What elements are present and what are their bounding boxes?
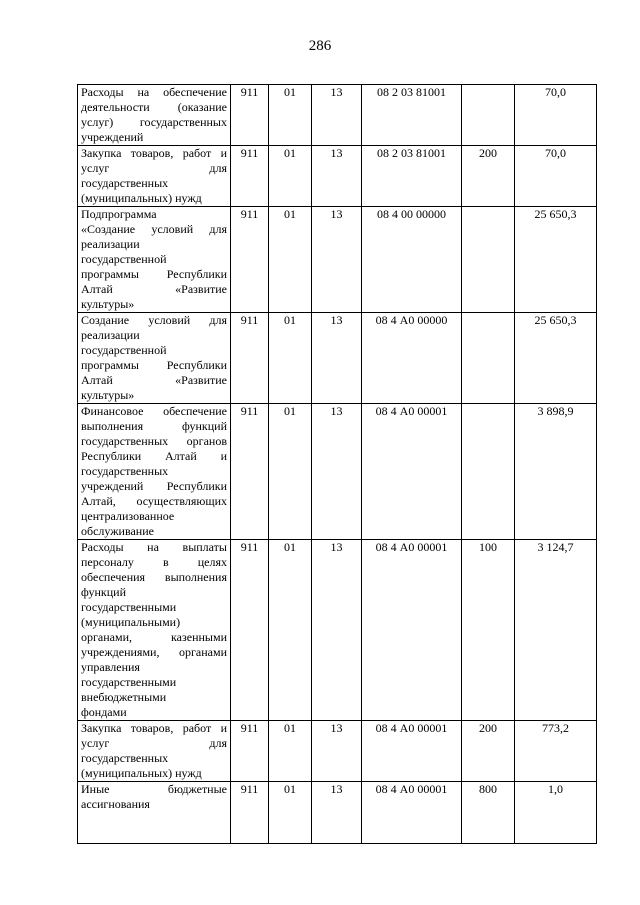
expense-name-line: культуры» bbox=[81, 388, 135, 402]
target-article-cell: 08 4 А0 00001 bbox=[362, 782, 462, 844]
target-article-cell: 08 2 03 81001 bbox=[362, 146, 462, 207]
expense-name-line: государственных bbox=[81, 176, 169, 190]
table-row bbox=[78, 85, 597, 146]
expense-name-line: реализации bbox=[81, 237, 140, 251]
amount-cell: 25 650,3 bbox=[515, 207, 597, 313]
expense-name-line: персоналу в целях bbox=[81, 555, 227, 569]
expense-type-cell: 800 bbox=[462, 782, 515, 844]
expense-name-line: услуг для bbox=[81, 736, 227, 750]
expense-name-line: Алтай «Развитие bbox=[81, 282, 227, 296]
expense-type-cell bbox=[462, 207, 515, 313]
expense-name-line: государственных органов bbox=[81, 434, 227, 448]
section-cell: 01 bbox=[269, 207, 312, 313]
expense-type-cell: 200 bbox=[462, 146, 515, 207]
expense-type-cell: 200 bbox=[462, 721, 515, 782]
admin-code-cell: 911 bbox=[231, 313, 269, 404]
table-row bbox=[78, 540, 597, 721]
expense-name-cell bbox=[78, 146, 231, 207]
section-cell: 01 bbox=[269, 404, 312, 540]
subsection-cell: 13 bbox=[312, 540, 362, 721]
expense-name-line: деятельности (оказание bbox=[81, 100, 227, 114]
subsection-cell: 13 bbox=[312, 313, 362, 404]
expense-name-cell bbox=[78, 404, 231, 540]
section-cell: 01 bbox=[269, 85, 312, 146]
budget-table-body bbox=[78, 85, 597, 844]
expense-name-line: Закупка товаров, работ и bbox=[81, 721, 227, 735]
expense-name-line: Финансовое обеспечение bbox=[81, 404, 227, 418]
table-row bbox=[78, 782, 597, 844]
section-cell: 01 bbox=[269, 146, 312, 207]
expense-name-line: Иные бюджетные bbox=[81, 782, 227, 796]
expense-name-cell bbox=[78, 313, 231, 404]
expense-name-line: (муниципальных) нужд bbox=[81, 191, 202, 205]
subsection-cell: 13 bbox=[312, 146, 362, 207]
expense-type-cell bbox=[462, 404, 515, 540]
expense-name-line: внебюджетными bbox=[81, 690, 167, 704]
expense-type-cell bbox=[462, 85, 515, 146]
expense-name-line: централизованное bbox=[81, 509, 175, 523]
amount-cell: 773,2 bbox=[515, 721, 597, 782]
admin-code-cell: 911 bbox=[231, 782, 269, 844]
section-cell: 01 bbox=[269, 721, 312, 782]
subsection-cell: 13 bbox=[312, 207, 362, 313]
amount-cell: 3 898,9 bbox=[515, 404, 597, 540]
expense-name-line: государственных bbox=[81, 751, 169, 765]
section-cell: 01 bbox=[269, 313, 312, 404]
expense-name-line: услуг для bbox=[81, 161, 227, 175]
expense-name-line: Подпрограмма bbox=[81, 207, 157, 221]
subsection-cell: 13 bbox=[312, 721, 362, 782]
target-article-cell: 08 4 А0 00001 bbox=[362, 540, 462, 721]
admin-code-cell: 911 bbox=[231, 85, 269, 146]
expense-name-line: учреждений Республики bbox=[81, 479, 227, 493]
subsection-cell: 13 bbox=[312, 85, 362, 146]
expense-name-cell bbox=[78, 540, 231, 721]
expense-name-cell bbox=[78, 782, 231, 844]
target-article-cell: 08 4 00 00000 bbox=[362, 207, 462, 313]
table-row bbox=[78, 207, 597, 313]
expense-name-line: управления bbox=[81, 660, 140, 674]
expense-name-line: обслуживание bbox=[81, 524, 154, 538]
target-article-cell: 08 4 А0 00001 bbox=[362, 721, 462, 782]
target-article-cell: 08 4 А0 00001 bbox=[362, 404, 462, 540]
expense-name-line: государственными bbox=[81, 675, 177, 689]
page-number: 286 bbox=[308, 38, 332, 54]
table-row bbox=[78, 313, 597, 404]
expense-name-line: обеспечения выполнения bbox=[81, 570, 227, 584]
expense-name-line: функций bbox=[81, 585, 126, 599]
target-article-cell: 08 4 А0 00000 bbox=[362, 313, 462, 404]
expense-name-line: Республики Алтай и bbox=[81, 449, 227, 463]
admin-code-cell: 911 bbox=[231, 207, 269, 313]
expense-name-cell bbox=[78, 721, 231, 782]
subsection-cell: 13 bbox=[312, 404, 362, 540]
table-row bbox=[78, 721, 597, 782]
expense-type-cell bbox=[462, 313, 515, 404]
expense-name-line: выполнения функций bbox=[81, 419, 227, 433]
expense-name-line: программы Республики bbox=[81, 358, 227, 372]
expense-name-line: государственной bbox=[81, 252, 167, 266]
target-article-cell: 08 2 03 81001 bbox=[362, 85, 462, 146]
admin-code-cell: 911 bbox=[231, 540, 269, 721]
expense-name-line: Расходы на выплаты bbox=[81, 540, 227, 554]
expense-name-line: учреждений bbox=[81, 130, 144, 144]
expense-name-line: государственными bbox=[81, 600, 177, 614]
expense-name-line: государственных bbox=[81, 464, 169, 478]
section-cell: 01 bbox=[269, 782, 312, 844]
table-row bbox=[78, 404, 597, 540]
amount-cell: 1,0 bbox=[515, 782, 597, 844]
expense-name-line: Алтай, осуществляющих bbox=[81, 494, 227, 508]
expense-name-line: услуг) государственных bbox=[81, 115, 227, 129]
section-cell: 01 bbox=[269, 540, 312, 721]
expense-name-line: учреждениями, органами bbox=[81, 645, 227, 659]
expense-name-line: Расходы на обеспечение bbox=[81, 85, 227, 99]
expense-name-line: Создание условий для bbox=[81, 313, 227, 327]
expense-name-cell bbox=[78, 85, 231, 146]
amount-cell: 70,0 bbox=[515, 85, 597, 146]
subsection-cell: 13 bbox=[312, 782, 362, 844]
admin-code-cell: 911 bbox=[231, 404, 269, 540]
expense-name-line: «Создание условий для bbox=[81, 222, 227, 236]
expense-name-line: органами, казенными bbox=[81, 630, 227, 644]
table-row bbox=[78, 146, 597, 207]
expense-name-line: программы Республики bbox=[81, 267, 227, 281]
amount-cell: 70,0 bbox=[515, 146, 597, 207]
expense-name-line: фондами bbox=[81, 705, 127, 719]
expense-name-line: реализации bbox=[81, 328, 140, 342]
amount-cell: 25 650,3 bbox=[515, 313, 597, 404]
expense-type-cell: 100 bbox=[462, 540, 515, 721]
admin-code-cell: 911 bbox=[231, 721, 269, 782]
expense-name-line: Закупка товаров, работ и bbox=[81, 146, 227, 160]
expense-name-line: (муниципальными) bbox=[81, 615, 181, 629]
expense-name-line: культуры» bbox=[81, 297, 135, 311]
admin-code-cell: 911 bbox=[231, 146, 269, 207]
budget-table bbox=[77, 84, 597, 844]
expense-name-cell bbox=[78, 207, 231, 313]
expense-name-line: ассигнования bbox=[81, 797, 150, 811]
expense-name-line: государственной bbox=[81, 343, 167, 357]
expense-name-line: (муниципальных) нужд bbox=[81, 766, 202, 780]
amount-cell: 3 124,7 bbox=[515, 540, 597, 721]
expense-name-line: Алтай «Развитие bbox=[81, 373, 227, 387]
